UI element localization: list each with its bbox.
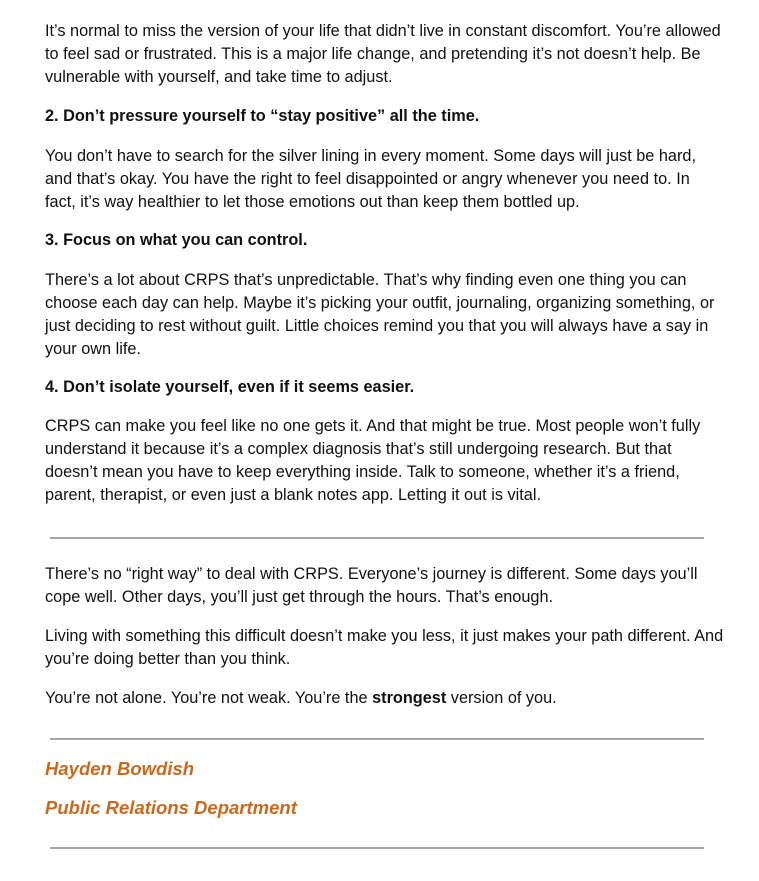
section-body-3: There’s a lot about CRPS that’s unpredictable. That’s why finding even one thing you can choose each day can help. Maybe it’s picking your outfit, journaling, organizing something, or just deciding to rest without guilt. Little choices remind you that you will always have a say in your own life. [45,271,715,358]
final-line-emphasis: strongest [372,689,447,707]
divider-rule [50,738,704,740]
section-heading-3: 3. Focus on what you can control. [45,231,308,249]
final-line-end: version of you. [446,689,557,707]
author-department: Public Relations Department [45,797,297,818]
final-line [45,687,725,710]
section-heading-4: 4. Don’t isolate yourself, even if it seems easier. [45,378,415,396]
closing-paragraph-2: Living with something this difficult doesn’t make you less, it just makes your path different. And you’re doing better than you think. [45,627,724,668]
author-name: Hayden Bowdish [45,758,195,779]
section-heading-2: 2. Don’t pressure yourself to “stay positive” all the time. [45,107,480,125]
intro-paragraph: It’s normal to miss the version of your life that didn’t live in constant discomfort. You’re allowed to feel sad or frustrated. This is a major life change, and pretending it’s not doesn’t help. Be vulnerable with yourself, and take time to adjust. [45,22,721,86]
section-body-4: CRPS can make you feel like no one gets it. And that might be true. Most people won’t fully understand it because it’s a complex diagnosis that’s still undergoing research. But that doesn’t mean you have to keep everything inside. Talk to someone, whether it’s a friend, parent, therapist, or even just a blank notes app. Letting it out is vital. [45,417,701,504]
divider-rule [50,537,704,539]
section-body-2: You don’t have to search for the silver lining in every moment. Some days will just be hard, and that’s okay. You have the right to feel disappointed or angry whenever you need to. In fact, it’s way healthier to let those emotions out than keep them bottled up. [45,147,696,211]
closing-paragraph-1: There’s no “right way” to deal with CRPS. Everyone’s journey is different. Some days you’ll cope well. Other days, you’ll just get through the hours. That’s enough. [45,565,698,606]
final-line-start: You’re not alone. You’re not weak. You’re the [45,689,373,707]
divider-rule [50,847,704,849]
